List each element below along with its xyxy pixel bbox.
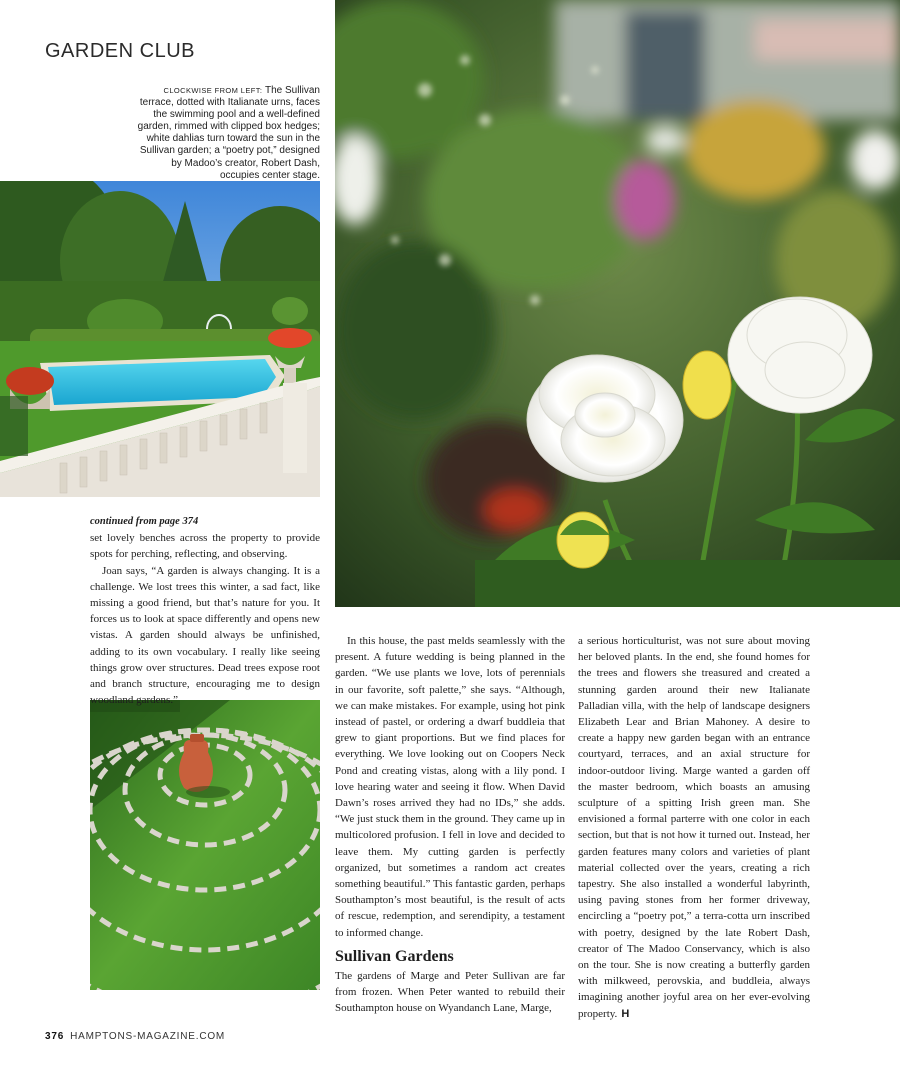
website-url: HAMPTONS-MAGAZINE.COM (70, 1031, 226, 1042)
labyrinth-poetry-pot-photo (90, 700, 320, 990)
paragraph: The gardens of Marge and Peter Sullivan are far from frozen. When Peter wanted to rebuild their Southampton house on Wyandanch Lane, Marge, (335, 969, 565, 1015)
page-footer (45, 1031, 225, 1042)
caption-lead: CLOCKWISE FROM LEFT: (163, 86, 263, 95)
section-title: GARDEN CLUB (45, 40, 195, 62)
article-column-3 (578, 633, 810, 1022)
paragraph (578, 633, 810, 1022)
paragraph: Joan says, “A garden is always changing. It is a challenge. We lost trees this winter, a sad fact, like missing a good friend, but that’s nature for you. It forces us to look at space differently and opens new vistas. A garden should always be unfinished, adding to its own vocabulary. I really like seeing things grow over structures. Dead trees expose root and branch structure, encouraging me to design woodland gardens.” (90, 564, 320, 707)
article-column-2 (335, 633, 565, 1016)
white-dahlias-photo (335, 0, 900, 607)
end-mark-logo: H (621, 1007, 630, 1020)
article-column-1 (90, 514, 320, 708)
page-number: 376 (45, 1031, 65, 1042)
pool-terrace-photo (0, 181, 320, 497)
paragraph-text: a serious horticulturist, was not sure about moving her beloved plants. In the end, she found homes for the trees and flowers she treasured and created a stunning garden around their new Italianate Palladian villa, with the help of landscape designers Elizabeth Lear and Brian Mahoney. A desire to create a happy new garden began with an entrance courtyard, terraces, and an axial structure for indoor-outdoor living. Marge wanted a garden off the master bedroom, which boasts an amusing sculpture of a spitting Irish green man. She envisioned a formal parterre with one color in each section, but that is not how it turned out. Instead, her garden features many colors and varieties of plant material collected over the years, creating a rich tapestry. She also installed a wonderful labyrinth, using paving stones from her former driveway, encircling a “poetry pot,” a terra-cotta urn inscribed with poetry, designed by the late Robert Dash, creator of The Madoo Conservancy, which is also on the tour. She is now creating a butterfly garden with milkweed, perovskia, and buddleia, always imagining another joyful area on her ever-evolving property. (578, 635, 810, 1020)
paragraph: set lovely benches across the property to provide spots for perching, reflecting, and observing. (90, 532, 320, 561)
caption-text: The Sullivan terrace, dotted with Italianate urns, faces the swimming pool and a well-defined garden, rimmed with clipped box hedges; white dahlias turn toward the sun in the Sullivan garden; a “poetry pot,” designed by Madoo’s creator, Robert Dash, occupies center stage. (137, 85, 320, 181)
subhead-sullivan-gardens: Sullivan Gardens (335, 947, 454, 965)
photo-caption (130, 85, 320, 182)
continued-from-note: continued from page 374 (90, 516, 199, 527)
paragraph: In this house, the past melds seamlessly with the present. A future wedding is being planned in the garden. “We use plants we love, lots of perennials in our favorite, soft palette,” she says. “Although, we can make mistakes. For example, using hot pink instead of pastel, or ordering a dwarf buddleia that grew to giant proportions. But we find places for everything. We love looking out on Coopers Neck Pond and creating vistas, along with a lily pond. I love hearing water and seeing it flow. When David Dawn’s roses arrived they had no IDs,” she adds. “We just stuck them in the ground. They came up in multicolored profusion. I fell in love and decided to leave them. My cutting garden is perfectly organized, but sometimes a random act creates something beautiful.” This fantastic garden, perhaps Southampton’s most beautiful, is the result of acts of rescue, redemption, and serendipity, a testament to informed change. (335, 635, 565, 939)
